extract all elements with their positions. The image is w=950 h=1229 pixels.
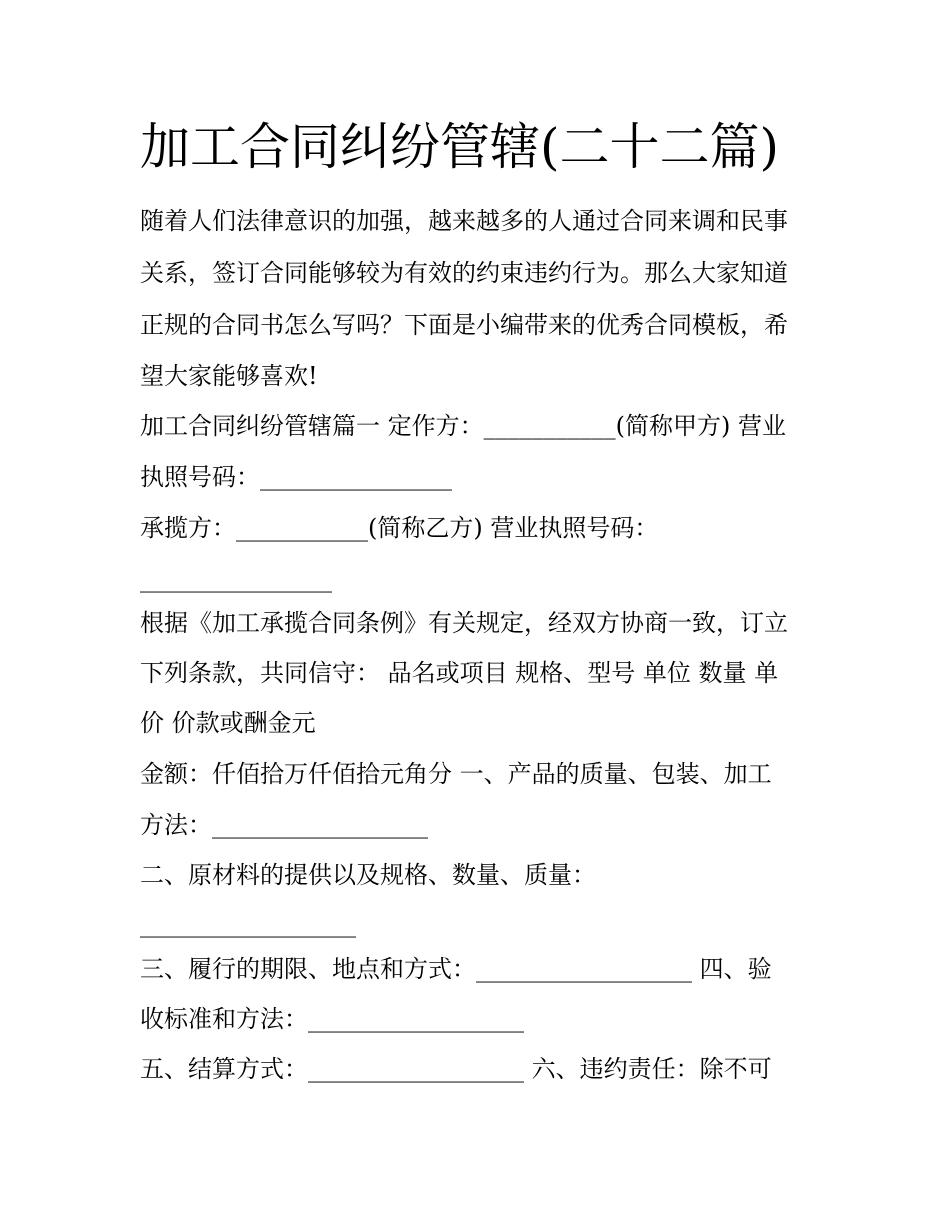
- paragraph-line: 收标准和方法：__________________: [140, 1005, 524, 1033]
- paragraph-line: 下列条款，共同信守： 品名或项目 规格、型号 单位 数量 单: [140, 659, 779, 687]
- paragraph-line: 价 价款或酬金元: [140, 709, 316, 737]
- paragraph-line: 根据《加工承揽合同条例》有关规定，经双方协商一致，订立: [140, 609, 788, 637]
- paragraph-line: 五、结算方式：__________________ 六、违约责任：除不可: [140, 1055, 772, 1083]
- paragraph-line: 随着人们法律意识的加强，越来越多的人通过合同来调和民事: [140, 207, 788, 235]
- paragraph-line: 方法：__________________: [140, 811, 428, 839]
- paragraph-line: __________________: [140, 910, 356, 938]
- paragraph-line: 正规的合同书怎么写吗？下面是小编带来的优秀合同模板，希: [140, 311, 788, 339]
- paragraph-line: 望大家能够喜欢!: [140, 362, 318, 390]
- paragraph-line: 加工合同纠纷管辖篇一 定作方：___________(简称甲方) 营业: [140, 412, 786, 440]
- paragraph-line: 执照号码：________________: [140, 463, 452, 491]
- document-title: 加工合同纠纷管辖(二十二篇): [140, 118, 780, 176]
- paragraph-line: 金额：仟佰拾万仟佰拾元角分 一、产品的质量、包装、加工: [140, 760, 772, 788]
- paragraph-line: 二、原材料的提供以及规格、数量、质量：: [140, 861, 596, 889]
- paragraph-line: 关系，签订合同能够较为有效的约束违约行为。那么大家知道: [140, 259, 788, 287]
- paragraph-line: 承揽方：___________(简称乙方) 营业执照号码：: [140, 514, 659, 542]
- paragraph-line: 三、履行的期限、地点和方式：__________________ 四、验: [140, 955, 772, 983]
- paragraph-line: ________________: [140, 565, 332, 593]
